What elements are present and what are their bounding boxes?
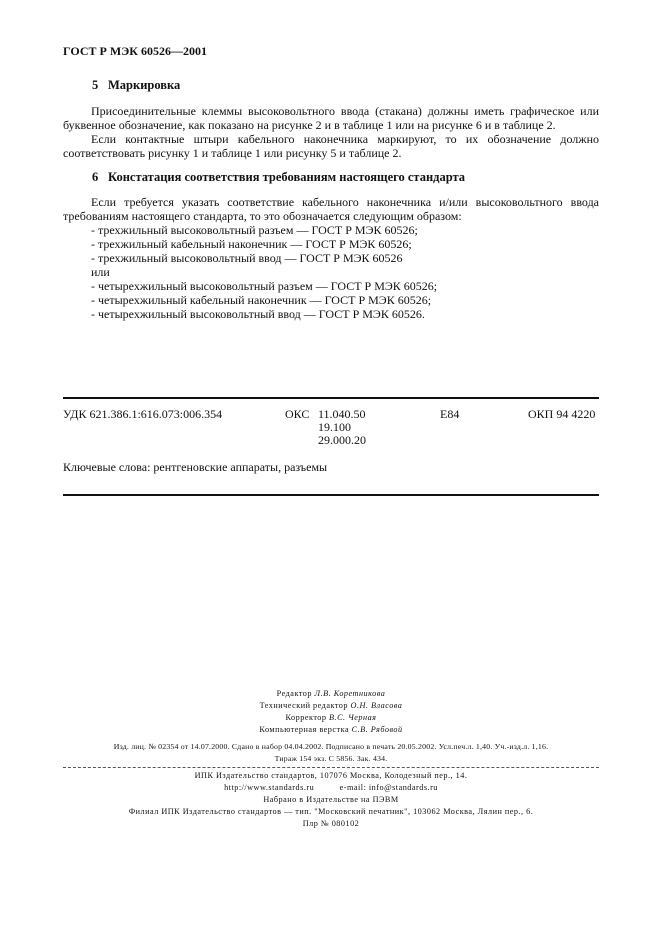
imprint-line: ИПК Издательство стандартов, 107076 Москва, Колодезный пер., 14. xyxy=(194,771,468,780)
document-header: ГОСТ Р МЭК 60526—2001 xyxy=(63,44,207,58)
section-6-heading xyxy=(92,170,465,185)
list-item: - трехжильный высоковольтный разъем — ГОСТ Р МЭК 60526; xyxy=(91,223,418,237)
publishing-line-2: Тираж 154 экз. С 5856. Зак. 434. xyxy=(274,754,388,763)
section-5-paragraph-1: Присоединительные клеммы высоковольтного ввода (стакана) должны иметь графическое или буквенное обозначение, как показано на рисунке 2 и в таблице 1 или на рисунке 6 и в таблице 2. xyxy=(63,104,599,132)
imprint-line: Набрано в Издательстве на ПЭВМ xyxy=(263,795,399,804)
imprint-line: Плр № 080102 xyxy=(302,819,360,828)
e-code: E84 xyxy=(440,407,460,421)
list-item: - трехжильный кабельный наконечник — ГОСТ Р МЭК 60526; xyxy=(91,237,412,251)
credit-corrector: Корректор В.С. Черная xyxy=(285,713,377,722)
section-5-paragraph-2: Если контактные штыри кабельного наконечника маркируют, то их обозначение должно соответствовать рисунку 1 и таблице 1 или рисунку 5 и таблице 2. xyxy=(63,132,599,160)
oks-code: 19.100 xyxy=(318,420,351,434)
publisher-imprint xyxy=(63,770,599,830)
requirements-list xyxy=(91,223,599,321)
list-item: - четырехжильный высоковольтный разъем — ГОСТ Р МЭК 60526; xyxy=(91,279,438,293)
section-5-heading xyxy=(92,78,180,93)
list-item: - четырехжильный кабельный наконечник — ГОСТ Р МЭК 60526; xyxy=(91,293,432,307)
section-6-title: Констатация соответствия требованиям настоящего стандарта xyxy=(108,170,466,184)
publishing-info xyxy=(63,741,599,765)
credit-editor: Редактор Л.В. Коретникова xyxy=(276,689,386,698)
oks-codes xyxy=(318,408,366,447)
list-item: или xyxy=(91,265,110,279)
dashed-divider xyxy=(63,767,599,768)
list-item: - трехжильный высоковольтный ввод — ГОСТ Р МЭК 60526 xyxy=(91,251,403,265)
section-5-title: Маркировка xyxy=(108,78,181,92)
section-6-intro: Если требуется указать соответствие кабельного наконечника и/или высоковольтного ввода требованиям настоящего стандарта, то это обозначается следующим образом: xyxy=(63,195,599,223)
credit-tech-editor: Технический редактор О.Н. Власова xyxy=(259,701,403,710)
top-divider xyxy=(63,397,599,399)
list-item: - четырехжильный высоковольтный ввод — ГОСТ Р МЭК 60526. xyxy=(91,307,425,321)
okp-code: ОКП 94 4220 xyxy=(528,407,596,421)
oks-code: 11.040.50 xyxy=(318,407,366,421)
publishing-line-1: Изд. лиц. № 02354 от 14.07.2000. Сдано в набор 04.04.2002. Подписано в печать 20.05.2002. Усл.печ.л. 1,40. Уч.-изд.л. 1,16. xyxy=(113,742,549,751)
bottom-divider xyxy=(63,494,599,496)
credit-layout: Компьютерная верстка С.В. Рябовой xyxy=(259,725,403,734)
oks-code: 29.000.20 xyxy=(318,433,366,447)
keywords: Ключевые слова: рентгеновские аппараты, разъемы xyxy=(63,460,328,474)
imprint-line: Филиал ИПК Издательство стандартов — тип. "Московский печатник", 103062 Москва, Лялин пер., 6. xyxy=(128,807,534,816)
section-5-number: 5 xyxy=(92,78,99,92)
oks-label: ОКС xyxy=(285,407,310,421)
credits xyxy=(63,688,599,736)
imprint-line: http://www.standards.ru e-mail: info@standards.ru xyxy=(224,783,438,792)
udk-code: УДК 621.386.1:616.073:006.354 xyxy=(63,407,223,421)
section-6-number: 6 xyxy=(92,170,99,184)
